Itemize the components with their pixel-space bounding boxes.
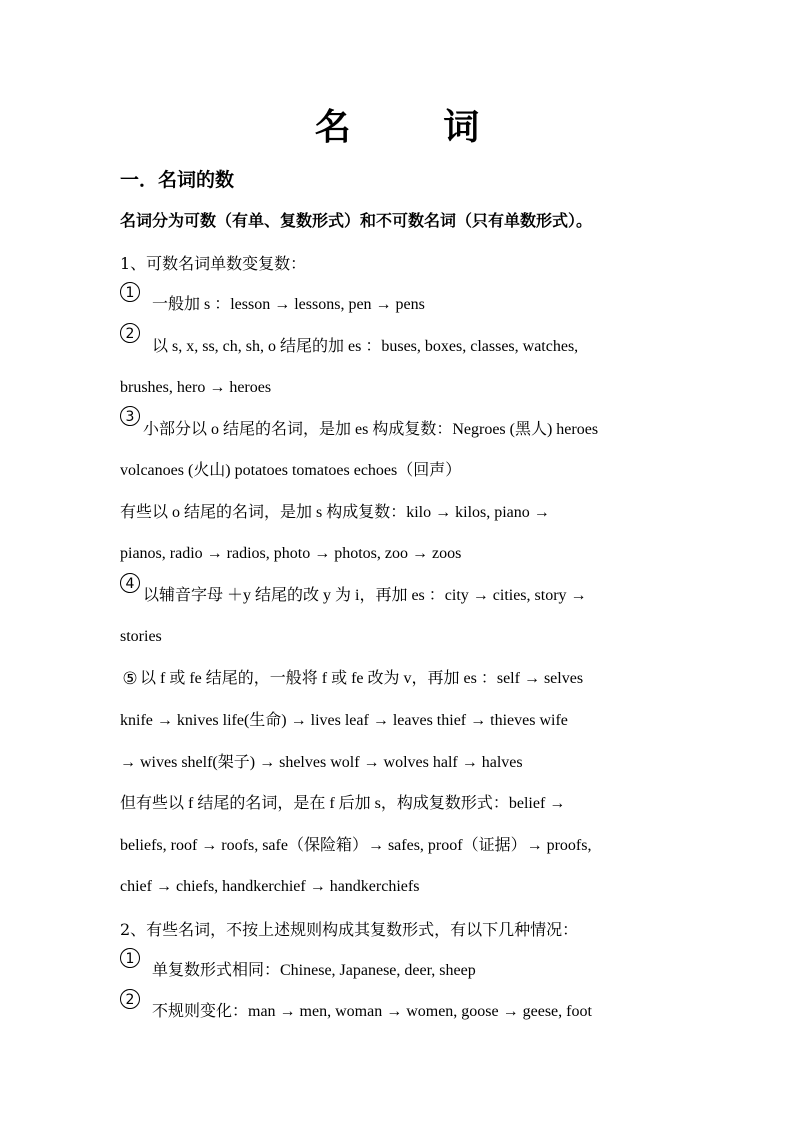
rule2-item-marker-1: 1 bbox=[120, 948, 140, 968]
note-o-line2: pianos, radio → radios, photo → photos, zoo → zoos bbox=[120, 545, 462, 562]
rule2-heading: 2、有些名词，不按上述规则构成其复数形式，有以下几种情况： bbox=[120, 920, 579, 939]
item-marker-1: 1 bbox=[120, 282, 140, 302]
note-f-line2: beliefs, roof → roofs, safe（保险箱）→ safes, proof（证据）→ proofs, bbox=[120, 837, 592, 854]
section-intro: 名词分为可数（有单、复数形式）和不可数名词（只有单数形式）。 bbox=[120, 211, 593, 230]
note-o-line1: 有些以 o 结尾的名词，是加 s 构成复数：kilo → kilos, piano → bbox=[120, 504, 550, 521]
rule1-item3-line2: volcanoes (火山) potatoes tomatoes echoes（回声） bbox=[120, 462, 462, 479]
item-marker-4: 4 bbox=[120, 573, 140, 593]
rule1-item2-line2: brushes, hero → heroes bbox=[120, 379, 272, 396]
rule2-item1-line1: 单复数形式相同：Chinese, Japanese, deer, sheep bbox=[152, 962, 476, 979]
note-f-line3: chief → chiefs, handkerchief → handkerchiefs bbox=[120, 878, 420, 895]
rule1-heading: 1、可数名词单数变复数： bbox=[120, 254, 307, 273]
rule2-item-marker-2: 2 bbox=[120, 989, 140, 1009]
rule1-item5-line2: knife → knives life(生命) → lives leaf → leaves thief → thieves wife bbox=[120, 712, 568, 729]
item-marker-3: 3 bbox=[120, 406, 140, 426]
rule1-item2-line1: 以 s, x, ss, ch, sh, o 结尾的加 es ：buses, boxes, classes, watches, bbox=[152, 338, 579, 355]
rule1-item1-line1: 一般加 s ：lesson → lessons, pen → pens bbox=[152, 296, 425, 313]
item-marker-2: 2 bbox=[120, 323, 140, 343]
page-title: 名 词 bbox=[314, 106, 520, 148]
note-f-line1: 但有些以 f 结尾的名词，是在 f 后加 s，构成复数形式：belief → bbox=[120, 795, 566, 812]
rule1-item5-line3: → wives shelf(架子) → shelves wolf → wolves half → halves bbox=[120, 754, 523, 771]
rule1-item5-line1: 以 f 或 fe 结尾的，一般将 f 或 fe 改为 v，再加 es ：self → selves bbox=[140, 670, 584, 687]
section-heading: 一．名词的数 bbox=[120, 169, 235, 191]
item-marker-5: ⑤ bbox=[122, 669, 138, 689]
rule1-item3-line1: 小部分以 o 结尾的名词，是加 es 构成复数：Negroes (黑人) heroes bbox=[143, 421, 599, 438]
rule1-item4-line1: 以辅音字母 ＋y 结尾的改 y 为 i，再加 es ：city → cities, story → bbox=[143, 587, 587, 604]
rule2-item2-line1: 不规则变化：man → men, woman → women, goose → geese, foot bbox=[152, 1003, 592, 1020]
rule1-item4-line2: stories bbox=[120, 628, 162, 645]
